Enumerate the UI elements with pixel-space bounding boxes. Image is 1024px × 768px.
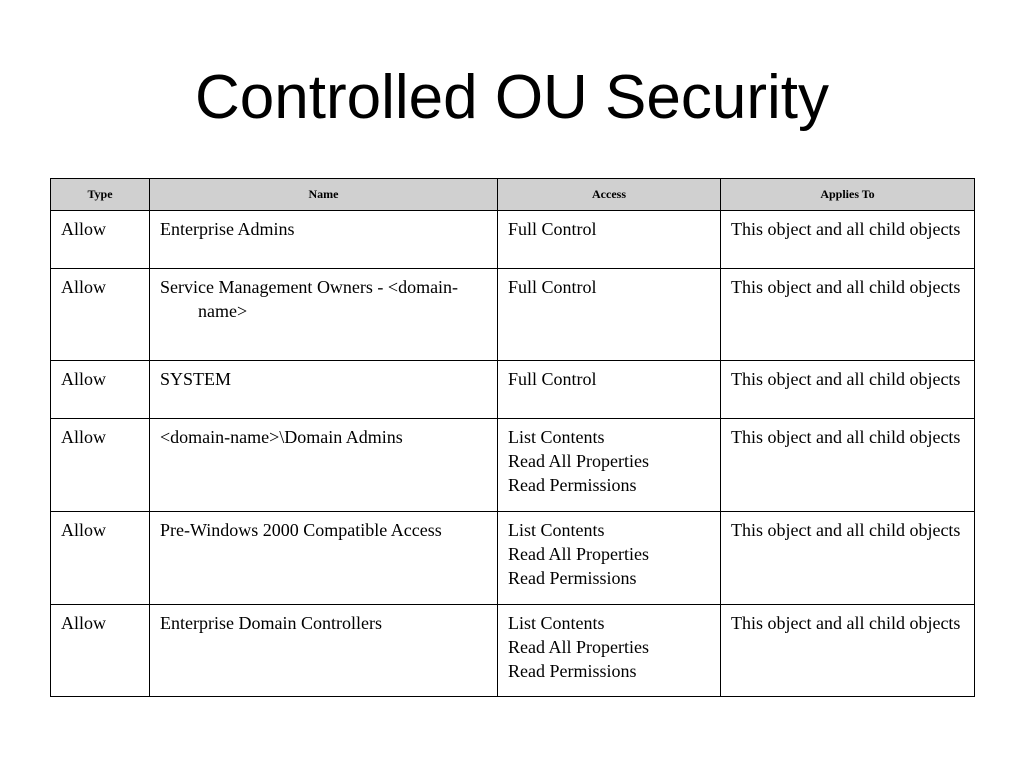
name-text: SYSTEM bbox=[160, 369, 232, 389]
applies-to-text: This object and all child objects bbox=[731, 427, 961, 447]
applies-to-text: This object and all child objects bbox=[731, 277, 961, 297]
cell-type: Allow bbox=[51, 269, 150, 361]
name-text: <domain-name>\Domain Admins bbox=[160, 427, 403, 447]
access-line: Full Control bbox=[508, 277, 597, 297]
access-line: Full Control bbox=[508, 369, 597, 389]
cell-applies-to bbox=[721, 419, 975, 512]
name-text: Enterprise Domain Controllers bbox=[160, 613, 382, 633]
cell-name bbox=[150, 605, 498, 697]
cell-applies-to bbox=[721, 605, 975, 697]
cell-access bbox=[498, 605, 721, 697]
cell-name bbox=[150, 211, 498, 269]
name-text: Service Management Owners - <domain-name> bbox=[160, 277, 459, 321]
table-row bbox=[51, 211, 975, 269]
slide-title: Controlled OU Security bbox=[194, 63, 830, 132]
cell-type: Allow bbox=[51, 605, 150, 697]
table-row bbox=[51, 361, 975, 419]
table-row bbox=[51, 269, 975, 361]
access-line: Read All Properties bbox=[508, 451, 649, 471]
cell-name bbox=[150, 361, 498, 419]
cell-access bbox=[498, 512, 721, 605]
name-text: Enterprise Admins bbox=[160, 219, 295, 239]
cell-access bbox=[498, 361, 721, 419]
cell-applies-to bbox=[721, 269, 975, 361]
cell-applies-to bbox=[721, 361, 975, 419]
access-line: Read Permissions bbox=[508, 661, 637, 681]
table-row bbox=[51, 605, 975, 697]
cell-name bbox=[150, 512, 498, 605]
header-applies-to: Applies To bbox=[721, 179, 975, 211]
cell-type: Allow bbox=[51, 361, 150, 419]
applies-to-text: This object and all child objects bbox=[731, 520, 961, 540]
header-name: Name bbox=[150, 179, 498, 211]
cell-name bbox=[150, 419, 498, 512]
cell-access bbox=[498, 269, 721, 361]
cell-name bbox=[150, 269, 498, 361]
header-access: Access bbox=[498, 179, 721, 211]
access-line: Read All Properties bbox=[508, 544, 649, 564]
applies-to-text: This object and all child objects bbox=[731, 219, 961, 239]
cell-type: Allow bbox=[51, 211, 150, 269]
table-row bbox=[51, 512, 975, 605]
access-line: List Contents bbox=[508, 520, 605, 540]
applies-to-text: This object and all child objects bbox=[731, 613, 961, 633]
access-line: List Contents bbox=[508, 613, 605, 633]
cell-access bbox=[498, 211, 721, 269]
access-line: Read Permissions bbox=[508, 568, 637, 588]
access-line: Full Control bbox=[508, 219, 597, 239]
cell-applies-to bbox=[721, 512, 975, 605]
header-type: Type bbox=[51, 179, 150, 211]
cell-applies-to bbox=[721, 211, 975, 269]
cell-access bbox=[498, 419, 721, 512]
access-line: Read All Properties bbox=[508, 637, 649, 657]
cell-type: Allow bbox=[51, 419, 150, 512]
name-text: Pre-Windows 2000 Compatible Access bbox=[160, 520, 442, 540]
cell-type: Allow bbox=[51, 512, 150, 605]
permissions-table bbox=[50, 178, 975, 697]
applies-to-text: This object and all child objects bbox=[731, 369, 961, 389]
table-header-row bbox=[51, 179, 975, 211]
access-line: Read Permissions bbox=[508, 475, 637, 495]
access-line: List Contents bbox=[508, 427, 605, 447]
table-row bbox=[51, 419, 975, 512]
